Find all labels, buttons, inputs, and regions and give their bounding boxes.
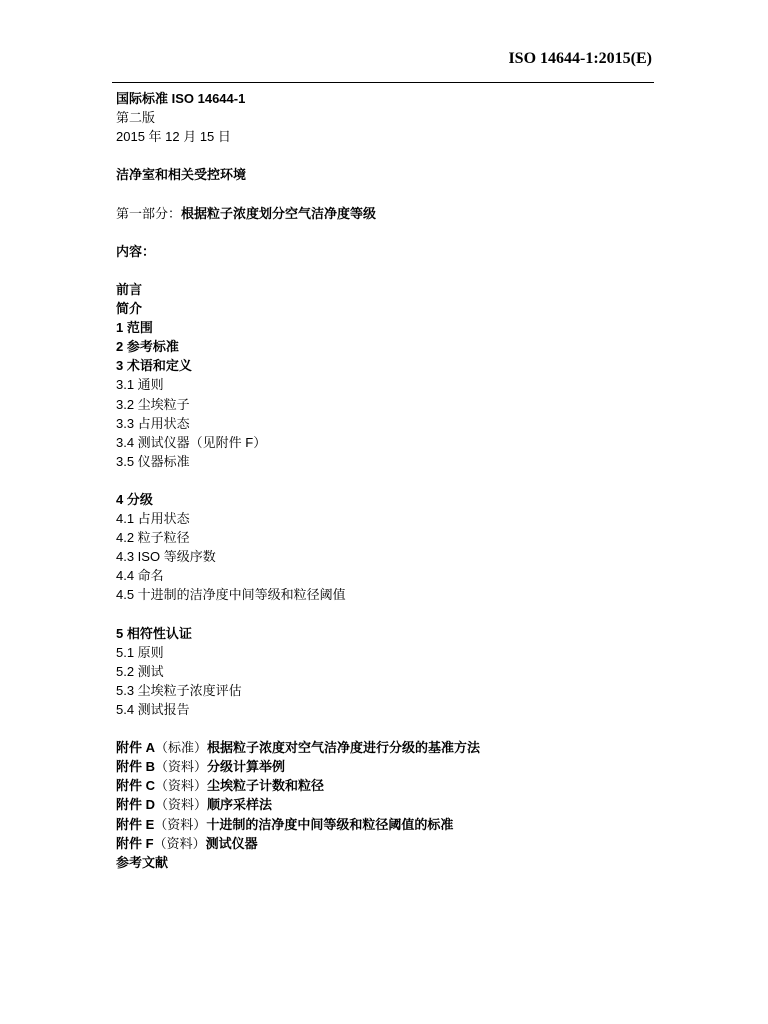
annex-prefix: 附件 F [116,835,154,851]
annex-title: 测试仪器 [205,835,258,851]
standard-number: 国际标准 ISO 14644-1 [116,91,246,106]
annex-prefix: 附件 B [116,759,156,775]
toc-item: 4.4 命名 [116,568,164,584]
annex-title: 根据粒子浓度对空气洁净度进行分级的基准方法 [207,740,481,756]
part-title [116,204,676,223]
header-document-code: ISO 14644-1:2015(E) [508,50,652,67]
annex-type: （资料） [155,778,208,794]
toc-item: 3.4 测试仪器（见附件 F） [116,434,267,450]
annex-prefix: 附件 D [116,797,156,813]
toc-annex-c [116,776,676,795]
toc-item: 5.3 尘埃粒子浓度评估 [116,682,242,698]
annex-title: 顺序采样法 [207,797,273,813]
toc-item: 3.2 尘埃粒子 [116,396,190,412]
toc-annex-e [116,815,676,834]
toc-item: 4.2 粒子粒径 [116,530,190,546]
annex-prefix: 附件 A [116,740,156,756]
contents-label: 内容： [116,243,156,259]
document-title: 洁净室和相关受控环境 [116,167,247,183]
toc-item: 5.2 测试 [116,663,164,679]
annex-type: （资料） [153,835,206,851]
toc-item: 4.5 十进制的洁净度中间等级和粒径阈值 [116,587,346,603]
toc-section-5: 5 相符性认证 [116,625,192,641]
annex-title: 分级计算举例 [207,759,286,775]
toc-item: 5.1 原则 [116,644,164,660]
toc-item: 3.5 仪器标准 [116,453,190,469]
toc-annex-d [116,795,676,814]
toc-introduction: 简介 [116,301,143,317]
toc-foreword: 前言 [116,281,143,297]
annex-type: （资料） [155,759,208,775]
toc-bibliography: 参考文献 [116,854,169,870]
toc-item: 3.1 通则 [116,377,164,393]
annex-type: （资料） [154,816,207,832]
toc-section-2: 2 参考标准 [116,339,179,355]
toc-item: 3.3 占用状态 [116,415,190,431]
toc-annex-a [116,738,676,757]
annex-title: 尘埃粒子计数和粒径 [207,778,325,794]
part-prefix: 第一部分： [116,205,182,221]
toc-annex-f [116,834,676,853]
toc-section-1: 1 范围 [116,320,153,336]
annex-type: （标准） [155,740,208,756]
toc-section-4: 4 分级 [116,491,153,507]
toc-section-3: 3 术语和定义 [116,358,192,374]
toc-item: 5.4 测试报告 [116,702,190,717]
annex-prefix: 附件 E [116,816,155,832]
header-rule [112,82,654,83]
part-title-text: 根据粒子浓度划分空气洁净度等级 [181,205,377,221]
annex-title: 十进制的洁净度中间等级和粒径阈值的标准 [206,816,454,832]
document-body [116,89,676,872]
toc-item: 4.1 占用状态 [116,511,190,527]
annex-prefix: 附件 C [116,778,156,794]
annex-type: （资料） [155,797,208,813]
publication-date: 2015 年 12 月 15 日 [116,129,231,145]
toc-item: 4.3 ISO 等级序数 [116,549,216,565]
toc-annex-b [116,757,676,776]
edition: 第二版 [116,110,156,126]
